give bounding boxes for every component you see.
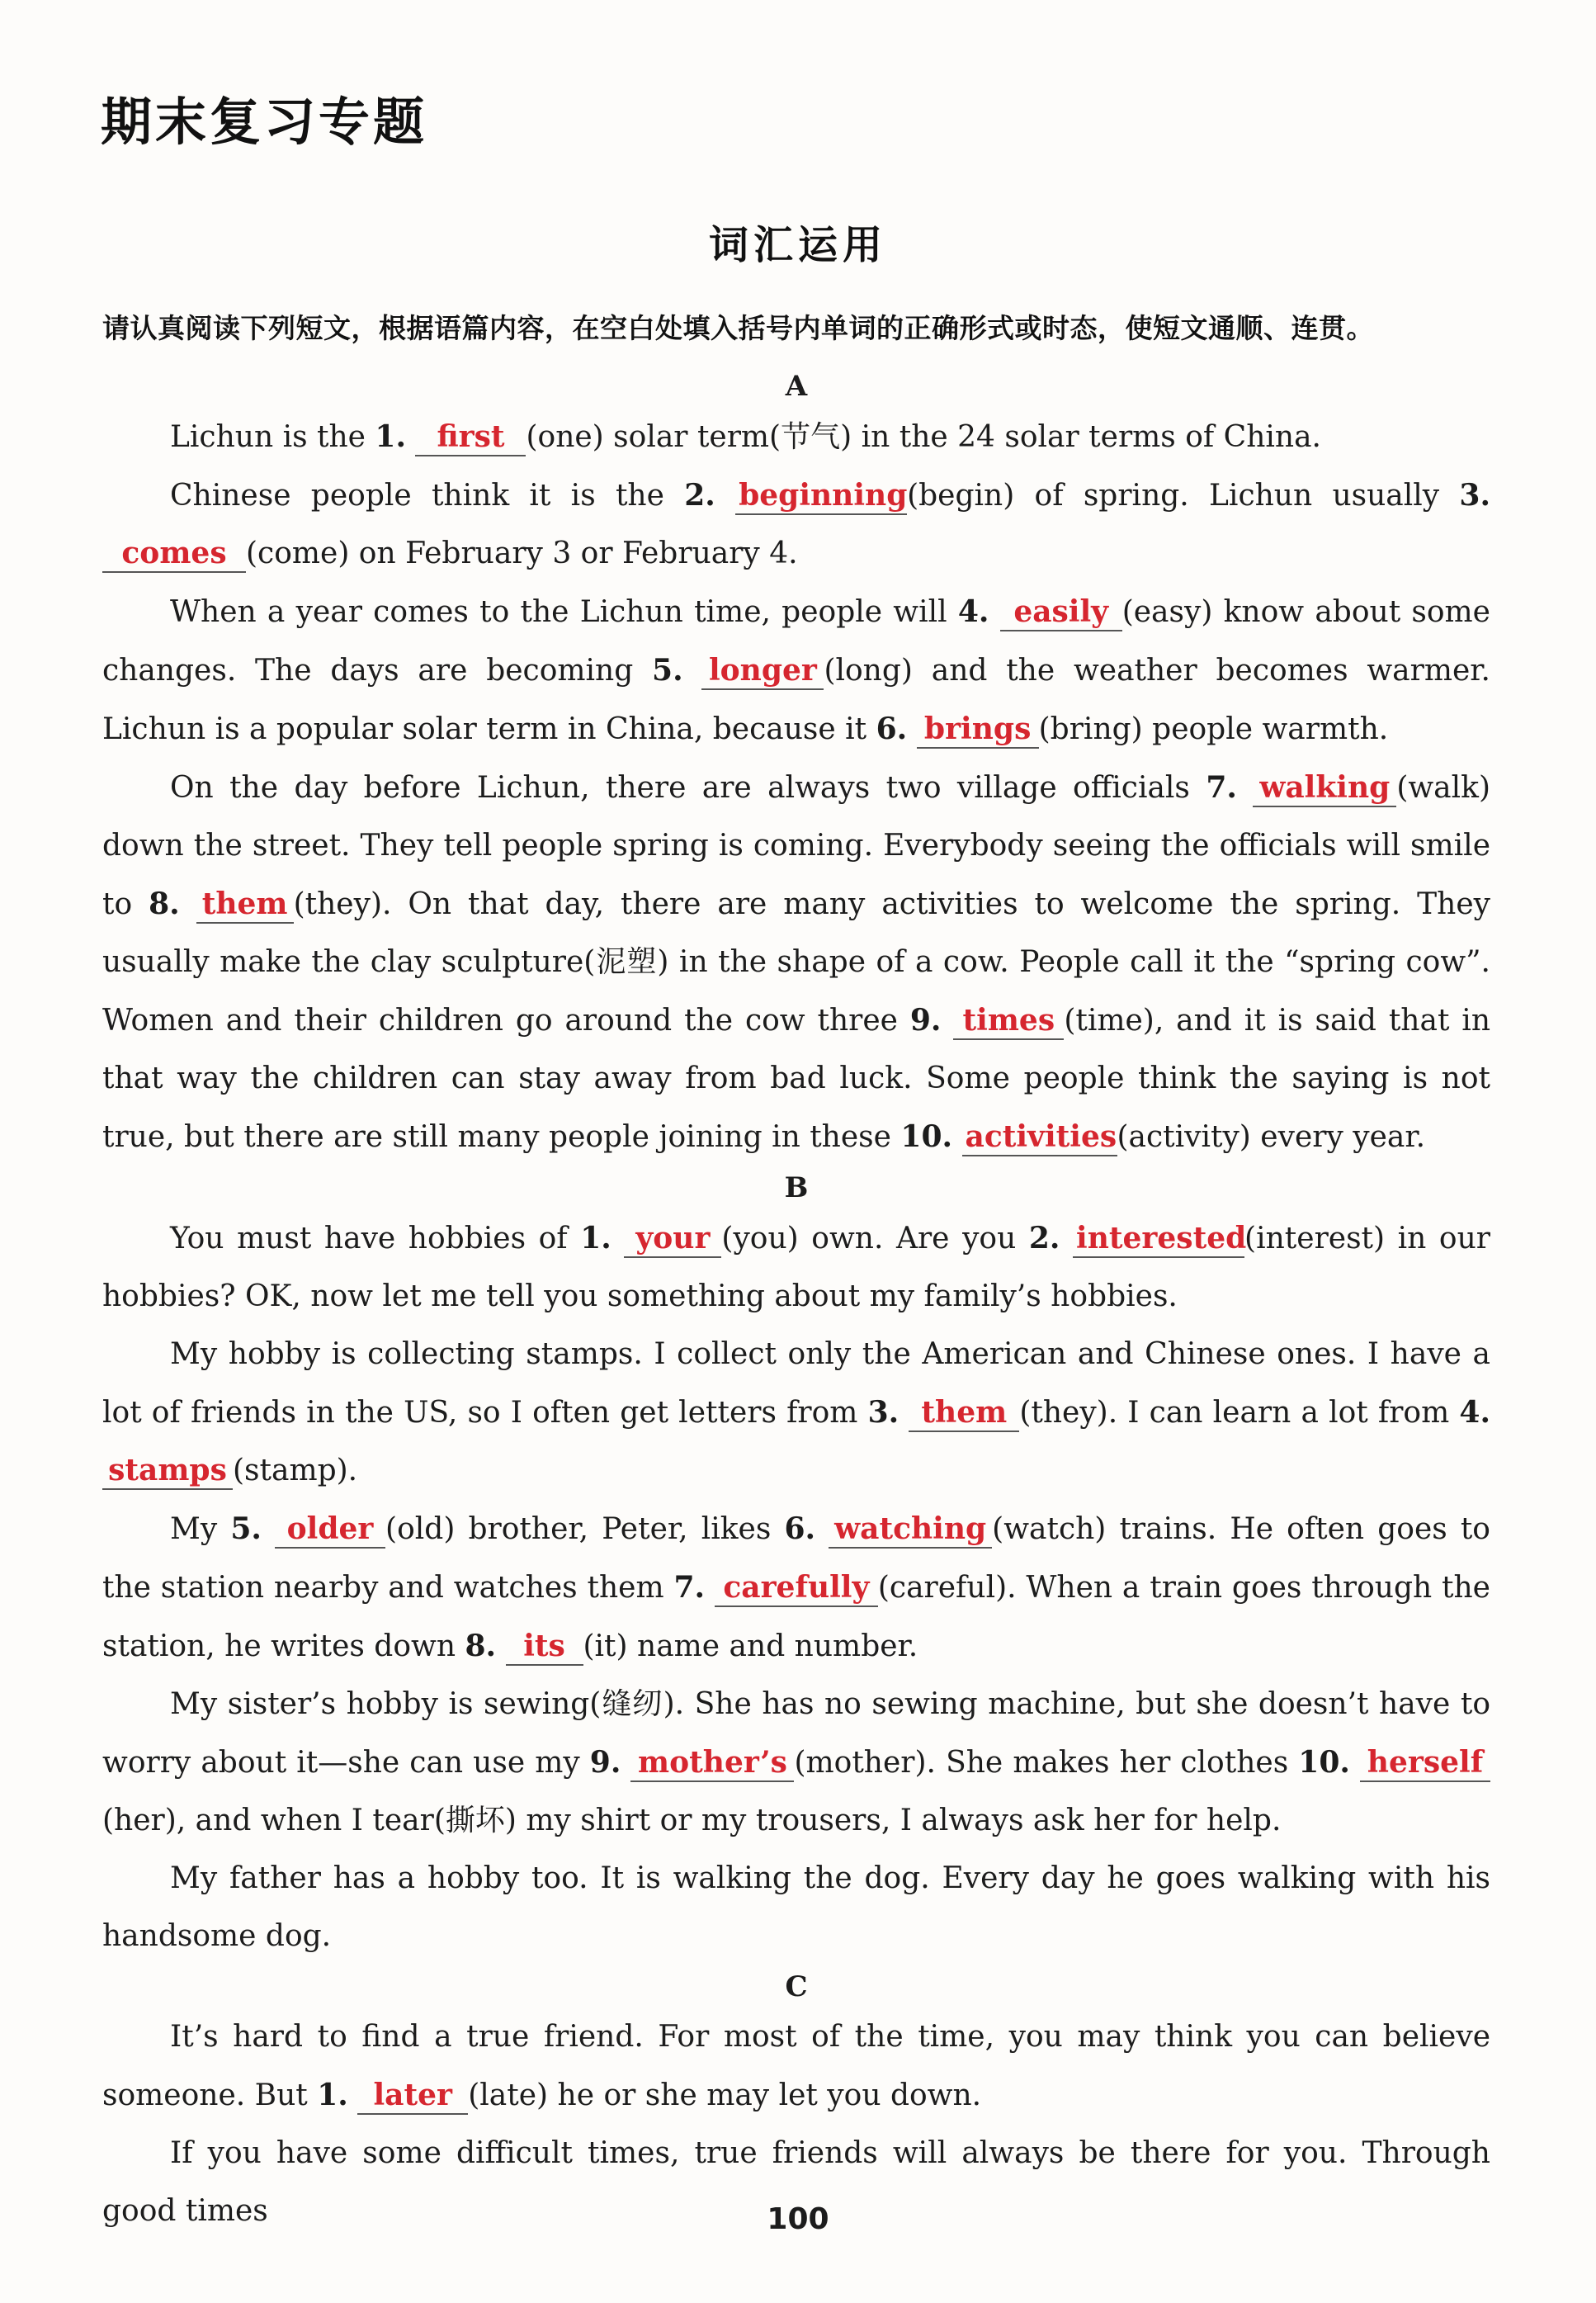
- answer-blank: later: [357, 2077, 468, 2115]
- passages: [102, 365, 1490, 2240]
- blank-number: 4.: [957, 594, 989, 629]
- text: My father has a hobby too. It is walking the dog. Every day he goes walking with his handsome dog.: [102, 1861, 1490, 1953]
- text: (old) brother, Peter, likes: [385, 1512, 785, 1546]
- answer-blank: watching: [829, 1511, 992, 1549]
- text: (time), and it is said that in that way the children can stay away from bad luck. Some people think the saying is not true, but there are still many people joining in these: [102, 1004, 1491, 1154]
- blank-number: 5.: [652, 653, 683, 688]
- answer-blank: times: [953, 1002, 1064, 1040]
- page-number: 100: [767, 2202, 829, 2236]
- blank-number: 9.: [909, 1003, 942, 1038]
- blank-number: 5.: [230, 1511, 262, 1546]
- text: (it) name and number.: [583, 1629, 918, 1663]
- text: (come) on February 3 or February 4.: [246, 537, 798, 570]
- answer-blank: its: [506, 1628, 583, 1666]
- text: (careful). When a train goes through the station, he writes down: [102, 1571, 1490, 1663]
- answer-blank: activities: [962, 1118, 1117, 1156]
- blank-number: 1.: [375, 419, 407, 454]
- text: (watch) trains. He often goes to the station nearby and watches them: [102, 1512, 1490, 1605]
- passage-b-paragraph-1: [102, 1209, 1490, 1326]
- text: (late) he or she may let you down.: [468, 2078, 982, 2112]
- passage-b-paragraph-2: [102, 1326, 1490, 1500]
- text: If you have some difficult times, true friends will always be there for you. Through good times: [102, 2136, 1490, 2228]
- text: (stamp).: [233, 1454, 358, 1487]
- passage-a-letter: A: [785, 370, 808, 403]
- answer-blank: walking: [1253, 769, 1396, 807]
- text: (they). On that day, there are many activities to welcome the spring. They usually make the clay sculpture(泥塑) in the shape of a cow. People call it the “spring cow”. Women and their children go around the cow three: [102, 887, 1490, 1038]
- blank-number: 6.: [876, 712, 908, 746]
- passage-b-paragraph-3: [102, 1500, 1490, 1676]
- answer-blank: comes: [102, 535, 246, 573]
- answer-blank: brings: [917, 711, 1039, 749]
- blank-number: 9.: [589, 1745, 621, 1780]
- blank-number: 1.: [317, 2078, 348, 2112]
- blank-number: 10.: [900, 1119, 953, 1154]
- answer-blank: beginning: [735, 477, 907, 515]
- text: (they). I can learn a lot from: [1019, 1396, 1460, 1430]
- text: (begin) of spring. Lichun usually: [907, 479, 1460, 513]
- text: When a year comes to the Lichun time, people will: [170, 595, 958, 629]
- passage-a-paragraph-4: [102, 759, 1490, 1166]
- answer-blank: first: [415, 419, 526, 456]
- blank-number: 7.: [1206, 770, 1237, 805]
- answer-blank: stamps: [102, 1452, 233, 1490]
- text: (mother). She makes her clothes: [794, 1746, 1299, 1780]
- passage-a-paragraph-3: [102, 583, 1490, 759]
- blank-number: 7.: [673, 1570, 706, 1605]
- section-title: 词汇运用: [708, 222, 887, 268]
- text: My hobby is collecting stamps. I collect only the American and Chinese ones. I have a lot of friends in the US, so I often get letters from: [102, 1337, 1490, 1430]
- text: My: [170, 1512, 231, 1546]
- answer-blank: longer: [701, 652, 824, 690]
- passage-b-letter: B: [784, 1171, 809, 1204]
- answer-blank: mother’s: [630, 1744, 794, 1782]
- passage-b-paragraph-4: [102, 1676, 1490, 1850]
- text: My sister’s hobby is sewing(缝纫). She has no sewing machine, but she doesn’t have to worry about it—she can use my: [102, 1687, 1490, 1780]
- answer-blank: them: [909, 1394, 1019, 1432]
- blank-number: 2.: [684, 478, 715, 513]
- blank-number: 10.: [1298, 1745, 1350, 1780]
- answer-blank: your: [624, 1220, 721, 1258]
- answer-blank: them: [196, 886, 294, 924]
- text: (her), and when I tear(撕坏) my shirt or my trousers, I always ask her for help.: [102, 1804, 1282, 1837]
- text: (activity) every year.: [1117, 1120, 1426, 1154]
- text: Chinese people think it is the: [170, 479, 685, 513]
- text: It’s hard to find a true friend. For most of the time, you may think you can believe someone. But: [102, 2020, 1490, 2112]
- instruction-text: 请认真阅读下列短文，根据语篇内容，在空白处填入括号内单词的正确形式或时态，使短文通顺、连贯。: [102, 312, 1374, 344]
- text: (interest) in our hobbies? OK, now let me tell you something about my family’s hobbies.: [102, 1222, 1490, 1313]
- text: (walk) down the street. They tell people spring is coming. Everybody seeing the officials will smile to: [102, 771, 1491, 921]
- text: (long) and the weather becomes warmer. Lichun is a popular solar term in China, because it: [102, 654, 1490, 746]
- passage-a-paragraph-2: [102, 466, 1490, 583]
- text: On the day before Lichun, there are always two village officials: [170, 771, 1206, 805]
- text: (bring) people warmth.: [1038, 712, 1389, 746]
- passage-c-letter: C: [785, 1970, 808, 2003]
- blank-number: 8.: [149, 887, 180, 921]
- blank-number: 8.: [465, 1629, 497, 1663]
- blank-number: 3.: [867, 1395, 900, 1430]
- text: Lichun is the: [170, 420, 375, 454]
- blank-number: 6.: [784, 1511, 816, 1546]
- text: (one) solar term(节气) in the 24 solar terms of China.: [526, 420, 1321, 454]
- blank-number: 1.: [580, 1221, 611, 1256]
- text: (easy) know about some changes. The days are becoming: [102, 595, 1490, 688]
- blank-number: 3.: [1459, 478, 1490, 513]
- answer-blank: easily: [1000, 593, 1122, 631]
- page-header-title: 期末复习专题: [101, 92, 428, 152]
- passage-c-paragraph-1: [102, 2008, 1490, 2125]
- blank-number: 2.: [1028, 1221, 1060, 1256]
- answer-blank: older: [275, 1511, 385, 1549]
- text: You must have hobbies of: [170, 1222, 581, 1256]
- passage-b-paragraph-5: [102, 1850, 1490, 1965]
- answer-blank: interested: [1073, 1220, 1244, 1258]
- blank-number: 4.: [1459, 1395, 1490, 1430]
- text: (you) own. Are you: [721, 1222, 1029, 1256]
- answer-blank: herself: [1360, 1744, 1490, 1782]
- answer-blank: carefully: [715, 1569, 878, 1607]
- passage-a-paragraph-1: [102, 408, 1490, 466]
